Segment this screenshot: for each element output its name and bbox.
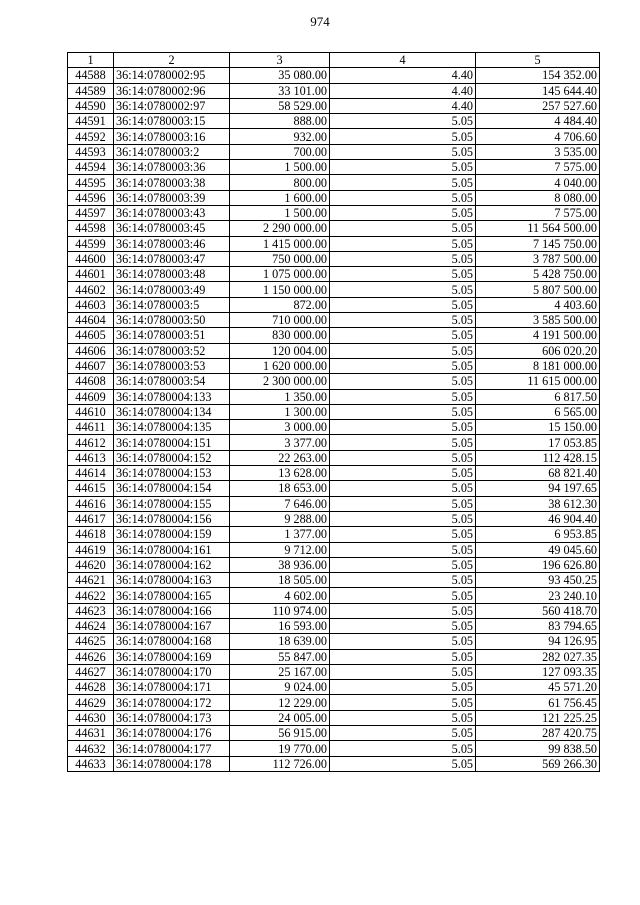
cadastral-number-cell: 36:14:0780004:135 <box>114 420 230 435</box>
amount-cell: 560 418.70 <box>476 603 600 618</box>
value-cell: 13 628.00 <box>230 466 330 481</box>
amount-cell: 15 150.00 <box>476 420 600 435</box>
row-number-cell: 44628 <box>68 680 114 695</box>
row-number-cell: 44617 <box>68 511 114 526</box>
table-row <box>68 98 600 113</box>
value-cell: 22 263.00 <box>230 450 330 465</box>
row-number-cell: 44631 <box>68 726 114 741</box>
rate-cell: 5.05 <box>330 267 476 282</box>
cadastral-number-cell: 36:14:0780003:48 <box>114 267 230 282</box>
table-row <box>68 435 600 450</box>
value-cell: 12 229.00 <box>230 695 330 710</box>
cadastral-number-cell: 36:14:0780004:169 <box>114 649 230 664</box>
rate-cell: 5.05 <box>330 328 476 343</box>
cadastral-number-cell: 36:14:0780004:172 <box>114 695 230 710</box>
table-row <box>68 236 600 251</box>
amount-cell: 45 571.20 <box>476 680 600 695</box>
table-row <box>68 741 600 756</box>
rate-cell: 5.05 <box>330 726 476 741</box>
amount-cell: 8 080.00 <box>476 190 600 205</box>
table-row <box>68 557 600 572</box>
table-header <box>68 53 600 68</box>
rate-cell: 5.05 <box>330 588 476 603</box>
cadastral-number-cell: 36:14:0780003:46 <box>114 236 230 251</box>
table-row <box>68 588 600 603</box>
cadastral-number-cell: 36:14:0780004:151 <box>114 435 230 450</box>
cadastral-number-cell: 36:14:0780003:36 <box>114 160 230 175</box>
table-row <box>68 511 600 526</box>
row-number-cell: 44599 <box>68 236 114 251</box>
amount-cell: 11 615 000.00 <box>476 374 600 389</box>
table-row <box>68 527 600 542</box>
rate-cell: 5.05 <box>330 573 476 588</box>
column-header-1: 1 <box>68 53 114 68</box>
cadastral-number-cell: 36:14:0780004:168 <box>114 634 230 649</box>
row-number-cell: 44593 <box>68 144 114 159</box>
amount-cell: 8 181 000.00 <box>476 358 600 373</box>
cadastral-number-cell: 36:14:0780003:38 <box>114 175 230 190</box>
table-row <box>68 251 600 266</box>
rate-cell: 5.05 <box>330 175 476 190</box>
value-cell: 1 377.00 <box>230 527 330 542</box>
rate-cell: 4.40 <box>330 83 476 98</box>
value-cell: 110 974.00 <box>230 603 330 618</box>
value-cell: 33 101.00 <box>230 83 330 98</box>
value-cell: 9 288.00 <box>230 511 330 526</box>
value-cell: 24 005.00 <box>230 710 330 725</box>
table-row <box>68 466 600 481</box>
table-row <box>68 282 600 297</box>
rate-cell: 5.05 <box>330 649 476 664</box>
cadastral-number-cell: 36:14:0780004:152 <box>114 450 230 465</box>
table-row <box>68 313 600 328</box>
amount-cell: 112 428.15 <box>476 450 600 465</box>
rate-cell: 5.05 <box>330 710 476 725</box>
value-cell: 1 500.00 <box>230 205 330 220</box>
cadastral-number-cell: 36:14:0780002:95 <box>114 68 230 83</box>
header-row <box>68 53 600 68</box>
table-row <box>68 542 600 557</box>
row-number-cell: 44613 <box>68 450 114 465</box>
amount-cell: 94 197.65 <box>476 481 600 496</box>
cadastral-number-cell: 36:14:0780004:162 <box>114 557 230 572</box>
row-number-cell: 44600 <box>68 251 114 266</box>
row-number-cell: 44624 <box>68 618 114 633</box>
amount-cell: 68 821.40 <box>476 466 600 481</box>
cadastral-number-cell: 36:14:0780003:39 <box>114 190 230 205</box>
row-number-cell: 44596 <box>68 190 114 205</box>
cadastral-number-cell: 36:14:0780004:171 <box>114 680 230 695</box>
cadastral-number-cell: 36:14:0780004:177 <box>114 741 230 756</box>
row-number-cell: 44610 <box>68 404 114 419</box>
rate-cell: 4.40 <box>330 98 476 113</box>
value-cell: 58 529.00 <box>230 98 330 113</box>
cadastral-number-cell: 36:14:0780004:176 <box>114 726 230 741</box>
amount-cell: 5 428 750.00 <box>476 267 600 282</box>
amount-cell: 6 953.85 <box>476 527 600 542</box>
rate-cell: 5.05 <box>330 435 476 450</box>
amount-cell: 282 027.35 <box>476 649 600 664</box>
cadastral-number-cell: 36:14:0780002:97 <box>114 98 230 113</box>
rate-cell: 5.05 <box>330 542 476 557</box>
rate-cell: 5.05 <box>330 144 476 159</box>
column-header-3: 3 <box>230 53 330 68</box>
cadastral-number-cell: 36:14:0780004:170 <box>114 664 230 679</box>
amount-cell: 46 904.40 <box>476 511 600 526</box>
value-cell: 18 505.00 <box>230 573 330 588</box>
value-cell: 1 350.00 <box>230 389 330 404</box>
rate-cell: 5.05 <box>330 756 476 771</box>
value-cell: 800.00 <box>230 175 330 190</box>
cadastral-number-cell: 36:14:0780003:52 <box>114 343 230 358</box>
row-number-cell: 44632 <box>68 741 114 756</box>
value-cell: 19 770.00 <box>230 741 330 756</box>
amount-cell: 3 585 500.00 <box>476 313 600 328</box>
row-number-cell: 44615 <box>68 481 114 496</box>
rate-cell: 5.05 <box>330 205 476 220</box>
row-number-cell: 44627 <box>68 664 114 679</box>
rate-cell: 5.05 <box>330 313 476 328</box>
amount-cell: 154 352.00 <box>476 68 600 83</box>
cadastral-number-cell: 36:14:0780003:50 <box>114 313 230 328</box>
value-cell: 1 620 000.00 <box>230 358 330 373</box>
cadastral-number-cell: 36:14:0780004:166 <box>114 603 230 618</box>
cadastral-number-cell: 36:14:0780003:43 <box>114 205 230 220</box>
cadastral-number-cell: 36:14:0780004:165 <box>114 588 230 603</box>
amount-cell: 6 565.00 <box>476 404 600 419</box>
table-row <box>68 114 600 129</box>
value-cell: 700.00 <box>230 144 330 159</box>
rate-cell: 5.05 <box>330 282 476 297</box>
table-row <box>68 573 600 588</box>
table-row <box>68 618 600 633</box>
value-cell: 2 290 000.00 <box>230 221 330 236</box>
amount-cell: 83 794.65 <box>476 618 600 633</box>
table-row <box>68 160 600 175</box>
rate-cell: 5.05 <box>330 160 476 175</box>
table-row <box>68 144 600 159</box>
row-number-cell: 44621 <box>68 573 114 588</box>
amount-cell: 4 403.60 <box>476 297 600 312</box>
cadastral-number-cell: 36:14:0780004:161 <box>114 542 230 557</box>
rate-cell: 5.05 <box>330 374 476 389</box>
row-number-cell: 44595 <box>68 175 114 190</box>
row-number-cell: 44630 <box>68 710 114 725</box>
column-header-5: 5 <box>476 53 600 68</box>
row-number-cell: 44607 <box>68 358 114 373</box>
row-number-cell: 44609 <box>68 389 114 404</box>
amount-cell: 127 093.35 <box>476 664 600 679</box>
value-cell: 18 639.00 <box>230 634 330 649</box>
table-row <box>68 481 600 496</box>
value-cell: 1 500.00 <box>230 160 330 175</box>
row-number-cell: 44623 <box>68 603 114 618</box>
row-number-cell: 44601 <box>68 267 114 282</box>
value-cell: 55 847.00 <box>230 649 330 664</box>
value-cell: 830 000.00 <box>230 328 330 343</box>
rate-cell: 5.05 <box>330 297 476 312</box>
rate-cell: 5.05 <box>330 236 476 251</box>
amount-cell: 4 706.60 <box>476 129 600 144</box>
row-number-cell: 44619 <box>68 542 114 557</box>
amount-cell: 61 756.45 <box>476 695 600 710</box>
value-cell: 56 915.00 <box>230 726 330 741</box>
amount-cell: 11 564 500.00 <box>476 221 600 236</box>
table-row <box>68 68 600 83</box>
value-cell: 35 080.00 <box>230 68 330 83</box>
cadastral-number-cell: 36:14:0780004:134 <box>114 404 230 419</box>
table-row <box>68 710 600 725</box>
row-number-cell: 44590 <box>68 98 114 113</box>
table-row <box>68 175 600 190</box>
amount-cell: 94 126.95 <box>476 634 600 649</box>
cadastral-number-cell: 36:14:0780003:49 <box>114 282 230 297</box>
cadastral-number-cell: 36:14:0780004:133 <box>114 389 230 404</box>
table-row <box>68 649 600 664</box>
table-row <box>68 205 600 220</box>
value-cell: 112 726.00 <box>230 756 330 771</box>
rate-cell: 5.05 <box>330 420 476 435</box>
value-cell: 7 646.00 <box>230 496 330 511</box>
cadastral-number-cell: 36:14:0780004:178 <box>114 756 230 771</box>
row-number-cell: 44606 <box>68 343 114 358</box>
rate-cell: 5.05 <box>330 496 476 511</box>
column-header-2: 2 <box>114 53 230 68</box>
row-number-cell: 44603 <box>68 297 114 312</box>
rate-cell: 5.05 <box>330 680 476 695</box>
amount-cell: 569 266.30 <box>476 756 600 771</box>
row-number-cell: 44592 <box>68 129 114 144</box>
amount-cell: 49 045.60 <box>476 542 600 557</box>
table-row <box>68 450 600 465</box>
table-row <box>68 634 600 649</box>
table-row <box>68 756 600 771</box>
value-cell: 1 075 000.00 <box>230 267 330 282</box>
amount-cell: 257 527.60 <box>476 98 600 113</box>
row-number-cell: 44597 <box>68 205 114 220</box>
amount-cell: 121 225.25 <box>476 710 600 725</box>
rate-cell: 5.05 <box>330 404 476 419</box>
cadastral-number-cell: 36:14:0780004:156 <box>114 511 230 526</box>
value-cell: 9 712.00 <box>230 542 330 557</box>
row-number-cell: 44594 <box>68 160 114 175</box>
value-cell: 750 000.00 <box>230 251 330 266</box>
amount-cell: 7 575.00 <box>476 160 600 175</box>
row-number-cell: 44612 <box>68 435 114 450</box>
value-cell: 3 000.00 <box>230 420 330 435</box>
amount-cell: 6 817.50 <box>476 389 600 404</box>
table-row <box>68 389 600 404</box>
cadastral-number-cell: 36:14:0780004:154 <box>114 481 230 496</box>
rate-cell: 5.05 <box>330 741 476 756</box>
value-cell: 9 024.00 <box>230 680 330 695</box>
value-cell: 25 167.00 <box>230 664 330 679</box>
amount-cell: 4 040.00 <box>476 175 600 190</box>
rate-cell: 5.05 <box>330 664 476 679</box>
row-number-cell: 44604 <box>68 313 114 328</box>
cadastral-number-cell: 36:14:0780003:51 <box>114 328 230 343</box>
value-cell: 710 000.00 <box>230 313 330 328</box>
table-body <box>68 68 600 772</box>
value-cell: 888.00 <box>230 114 330 129</box>
amount-cell: 145 644.40 <box>476 83 600 98</box>
row-number-cell: 44605 <box>68 328 114 343</box>
table-row <box>68 267 600 282</box>
table-row <box>68 328 600 343</box>
amount-cell: 196 626.80 <box>476 557 600 572</box>
rate-cell: 5.05 <box>330 603 476 618</box>
cadastral-number-cell: 36:14:0780003:5 <box>114 297 230 312</box>
rate-cell: 5.05 <box>330 251 476 266</box>
table-row <box>68 374 600 389</box>
value-cell: 3 377.00 <box>230 435 330 450</box>
rate-cell: 5.05 <box>330 358 476 373</box>
cadastral-number-cell: 36:14:0780004:155 <box>114 496 230 511</box>
amount-cell: 3 787 500.00 <box>476 251 600 266</box>
table-row <box>68 726 600 741</box>
value-cell: 120 004.00 <box>230 343 330 358</box>
row-number-cell: 44629 <box>68 695 114 710</box>
table-row <box>68 221 600 236</box>
amount-cell: 23 240.10 <box>476 588 600 603</box>
amount-cell: 99 838.50 <box>476 741 600 756</box>
rate-cell: 5.05 <box>330 389 476 404</box>
value-cell: 1 600.00 <box>230 190 330 205</box>
value-cell: 1 150 000.00 <box>230 282 330 297</box>
table-row <box>68 83 600 98</box>
amount-cell: 7 575.00 <box>476 205 600 220</box>
rate-cell: 5.05 <box>330 129 476 144</box>
cadastral-number-cell: 36:14:0780003:54 <box>114 374 230 389</box>
row-number-cell: 44622 <box>68 588 114 603</box>
row-number-cell: 44589 <box>68 83 114 98</box>
rate-cell: 5.05 <box>330 618 476 633</box>
cadastral-number-cell: 36:14:0780003:47 <box>114 251 230 266</box>
table-row <box>68 404 600 419</box>
rate-cell: 5.05 <box>330 221 476 236</box>
table-row <box>68 297 600 312</box>
rate-cell: 5.05 <box>330 695 476 710</box>
row-number-cell: 44608 <box>68 374 114 389</box>
cadastral-number-cell: 36:14:0780003:2 <box>114 144 230 159</box>
cadastral-number-cell: 36:14:0780004:167 <box>114 618 230 633</box>
page-number: 974 <box>310 14 330 29</box>
registry-table <box>67 52 600 772</box>
table-row <box>68 680 600 695</box>
table-row <box>68 603 600 618</box>
rate-cell: 5.05 <box>330 343 476 358</box>
rate-cell: 5.05 <box>330 634 476 649</box>
rate-cell: 5.05 <box>330 557 476 572</box>
cadastral-number-cell: 36:14:0780004:163 <box>114 573 230 588</box>
cadastral-number-cell: 36:14:0780004:153 <box>114 466 230 481</box>
amount-cell: 4 484.40 <box>476 114 600 129</box>
rate-cell: 4.40 <box>330 68 476 83</box>
table-row <box>68 190 600 205</box>
table-row <box>68 343 600 358</box>
row-number-cell: 44588 <box>68 68 114 83</box>
value-cell: 38 936.00 <box>230 557 330 572</box>
rate-cell: 5.05 <box>330 527 476 542</box>
table-row <box>68 358 600 373</box>
row-number-cell: 44611 <box>68 420 114 435</box>
value-cell: 932.00 <box>230 129 330 144</box>
table-row <box>68 496 600 511</box>
table-row <box>68 695 600 710</box>
cadastral-number-cell: 36:14:0780003:45 <box>114 221 230 236</box>
row-number-cell: 44633 <box>68 756 114 771</box>
amount-cell: 5 807 500.00 <box>476 282 600 297</box>
cadastral-number-cell: 36:14:0780003:16 <box>114 129 230 144</box>
amount-cell: 606 020.20 <box>476 343 600 358</box>
row-number-cell: 44625 <box>68 634 114 649</box>
amount-cell: 3 535.00 <box>476 144 600 159</box>
value-cell: 18 653.00 <box>230 481 330 496</box>
amount-cell: 38 612.30 <box>476 496 600 511</box>
table-row <box>68 420 600 435</box>
rate-cell: 5.05 <box>330 450 476 465</box>
rate-cell: 5.05 <box>330 511 476 526</box>
amount-cell: 287 420.75 <box>476 726 600 741</box>
row-number-cell: 44602 <box>68 282 114 297</box>
cadastral-number-cell: 36:14:0780003:15 <box>114 114 230 129</box>
cadastral-number-cell: 36:14:0780003:53 <box>114 358 230 373</box>
cadastral-number-cell: 36:14:0780002:96 <box>114 83 230 98</box>
row-number-cell: 44618 <box>68 527 114 542</box>
column-header-4: 4 <box>330 53 476 68</box>
row-number-cell: 44591 <box>68 114 114 129</box>
value-cell: 16 593.00 <box>230 618 330 633</box>
amount-cell: 17 053.85 <box>476 435 600 450</box>
value-cell: 2 300 000.00 <box>230 374 330 389</box>
value-cell: 872.00 <box>230 297 330 312</box>
row-number-cell: 44614 <box>68 466 114 481</box>
amount-cell: 7 145 750.00 <box>476 236 600 251</box>
value-cell: 1 300.00 <box>230 404 330 419</box>
amount-cell: 4 191 500.00 <box>476 328 600 343</box>
row-number-cell: 44620 <box>68 557 114 572</box>
rate-cell: 5.05 <box>330 466 476 481</box>
rate-cell: 5.05 <box>330 114 476 129</box>
cadastral-number-cell: 36:14:0780004:159 <box>114 527 230 542</box>
row-number-cell: 44616 <box>68 496 114 511</box>
amount-cell: 93 450.25 <box>476 573 600 588</box>
row-number-cell: 44598 <box>68 221 114 236</box>
rate-cell: 5.05 <box>330 190 476 205</box>
table-row <box>68 129 600 144</box>
rate-cell: 5.05 <box>330 481 476 496</box>
table-row <box>68 664 600 679</box>
value-cell: 4 602.00 <box>230 588 330 603</box>
value-cell: 1 415 000.00 <box>230 236 330 251</box>
cadastral-number-cell: 36:14:0780004:173 <box>114 710 230 725</box>
row-number-cell: 44626 <box>68 649 114 664</box>
